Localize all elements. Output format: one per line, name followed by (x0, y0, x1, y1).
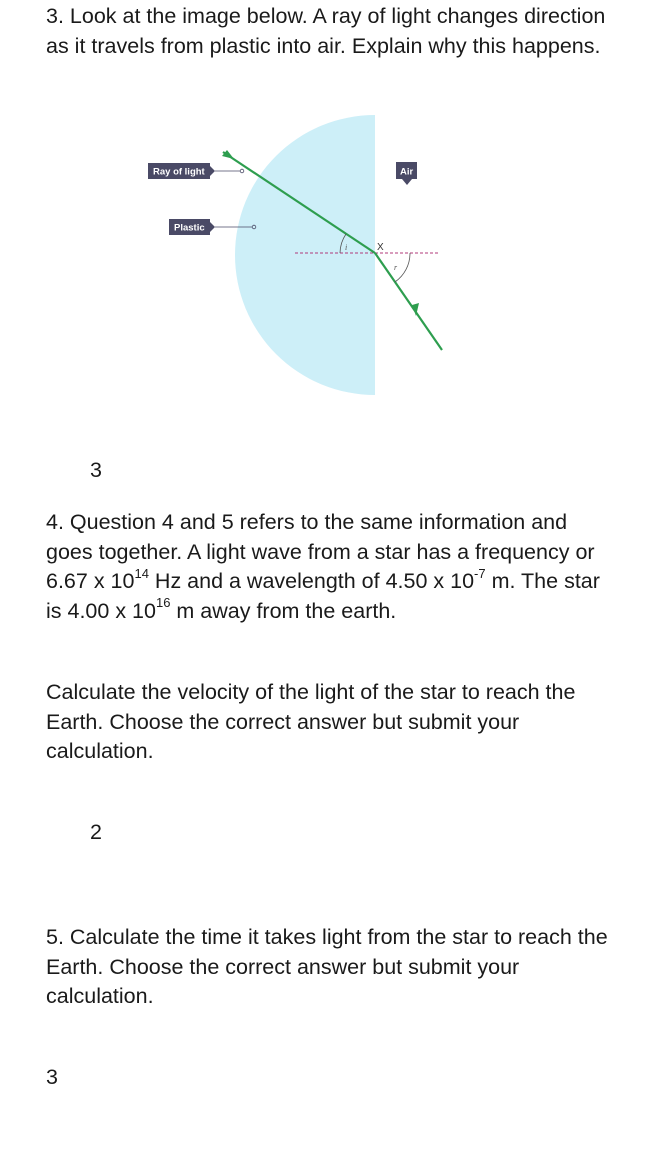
question-4-text (46, 508, 616, 626)
question-5-text: 5. Calculate the time it takes light from the star to reach the Earth. Choose the correct answer but submit your calculation. (46, 925, 608, 1008)
ray-label-text: Ray of light (153, 166, 205, 178)
q4-exponent-1: 14 (134, 565, 149, 581)
plastic-label-text: Plastic (174, 222, 205, 234)
refraction-diagram (140, 110, 460, 405)
q4-exponent-3: 16 (155, 595, 171, 611)
refracted-ray (375, 253, 442, 350)
q4-exponent-2: -7 (474, 565, 486, 581)
question-3-text: 3. Look at the image below. A ray of light changes direction as it travels from plastic into air. Explain why this happens. (46, 4, 606, 58)
q4-part-3: m. The star is 4.00 x 10 (46, 569, 600, 623)
answer-5: 3 (46, 1065, 58, 1089)
answer-3: 3 (90, 458, 102, 482)
q4-part-4: m away from the earth. (170, 598, 397, 623)
air-label-pointer-icon (402, 179, 412, 185)
q4-part-2: Hz and a wavelength of 4.50 x 10 (148, 569, 475, 593)
ray-label-pointer-icon (210, 166, 215, 176)
angle-i-label: i (345, 243, 348, 252)
ray-label-dot-icon (240, 169, 244, 173)
plastic-semicircle (235, 115, 375, 395)
q4-part-1: 4. Question 4 and 5 refers to the same information and goes together. A light wave from a star has a frequency or 6.67 x 10 (46, 510, 595, 593)
question-4-calc-text: Calculate the velocity of the light of the star to reach the Earth. Choose the correct answer but submit your calculation. (46, 680, 576, 763)
point-x-label: X (377, 242, 384, 253)
air-label-text: Air (400, 166, 414, 178)
answer-4: 2 (90, 820, 102, 844)
angle-r-label: r (394, 263, 398, 272)
plastic-label-pointer-icon (210, 222, 215, 232)
angle-r-arc (395, 253, 410, 282)
